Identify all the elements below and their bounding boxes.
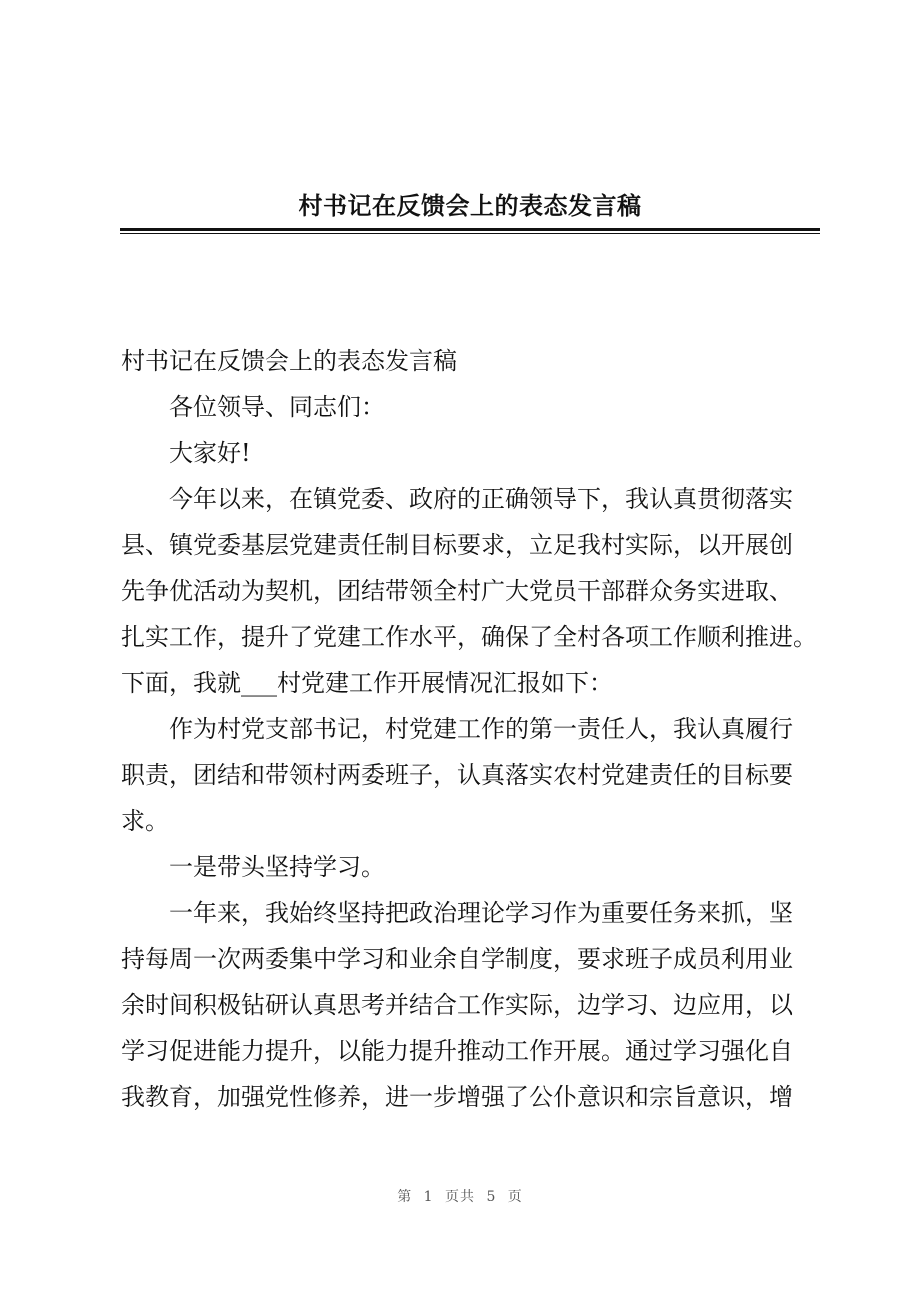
body-line: 今年以来，在镇党委、政府的正确领导下，我认真贯彻落实: [121, 485, 793, 513]
body-line: 学习促进能力提升，以能力提升推动工作开展。通过学习强化自: [121, 1037, 793, 1065]
body-line: 一年来，我始终坚持把政治理论学习作为重要任务来抓，坚: [121, 899, 793, 927]
body-line: 持每周一次两委集中学习和业余自学制度，要求班子成员利用业: [121, 945, 793, 973]
body-line: 求。: [121, 807, 169, 835]
body-line: 各位领导、同志们：: [121, 393, 385, 421]
body-line: 余时间积极钻研认真思考并结合工作实际，边学习、边应用，以: [121, 991, 793, 1019]
title-underline-thin: [120, 233, 820, 234]
body-line: 作为村党支部书记，村党建工作的第一责任人，我认真履行: [121, 715, 793, 743]
body-line: 职责，团结和带领村两委班子，认真落实农村党建责任的目标要: [121, 761, 793, 789]
document-body: [121, 338, 841, 1120]
body-line: 村书记在反馈会上的表态发言稿: [121, 347, 457, 375]
body-line: 大家好!: [121, 439, 251, 467]
body-line: 扎实工作，提升了党建工作水平，确保了全村各项工作顺利推进。: [121, 623, 817, 651]
document-title: 村书记在反馈会上的表态发言稿: [298, 191, 642, 220]
body-line: 下面，我就___村党建工作开展情况汇报如下：: [121, 669, 613, 697]
title-underline-thick: [120, 228, 820, 231]
page-footer: 第 1 页共 5 页: [397, 1189, 523, 1205]
body-line: 我教育，加强党性修养，进一步增强了公仆意识和宗旨意识，增: [121, 1083, 793, 1111]
body-line: 县、镇党委基层党建责任制目标要求，立足我村实际，以开展创: [121, 531, 793, 559]
body-line: 一是带头坚持学习。: [121, 853, 385, 881]
body-line: 先争优活动为契机，团结带领全村广大党员干部群众务实进取、: [121, 577, 793, 605]
